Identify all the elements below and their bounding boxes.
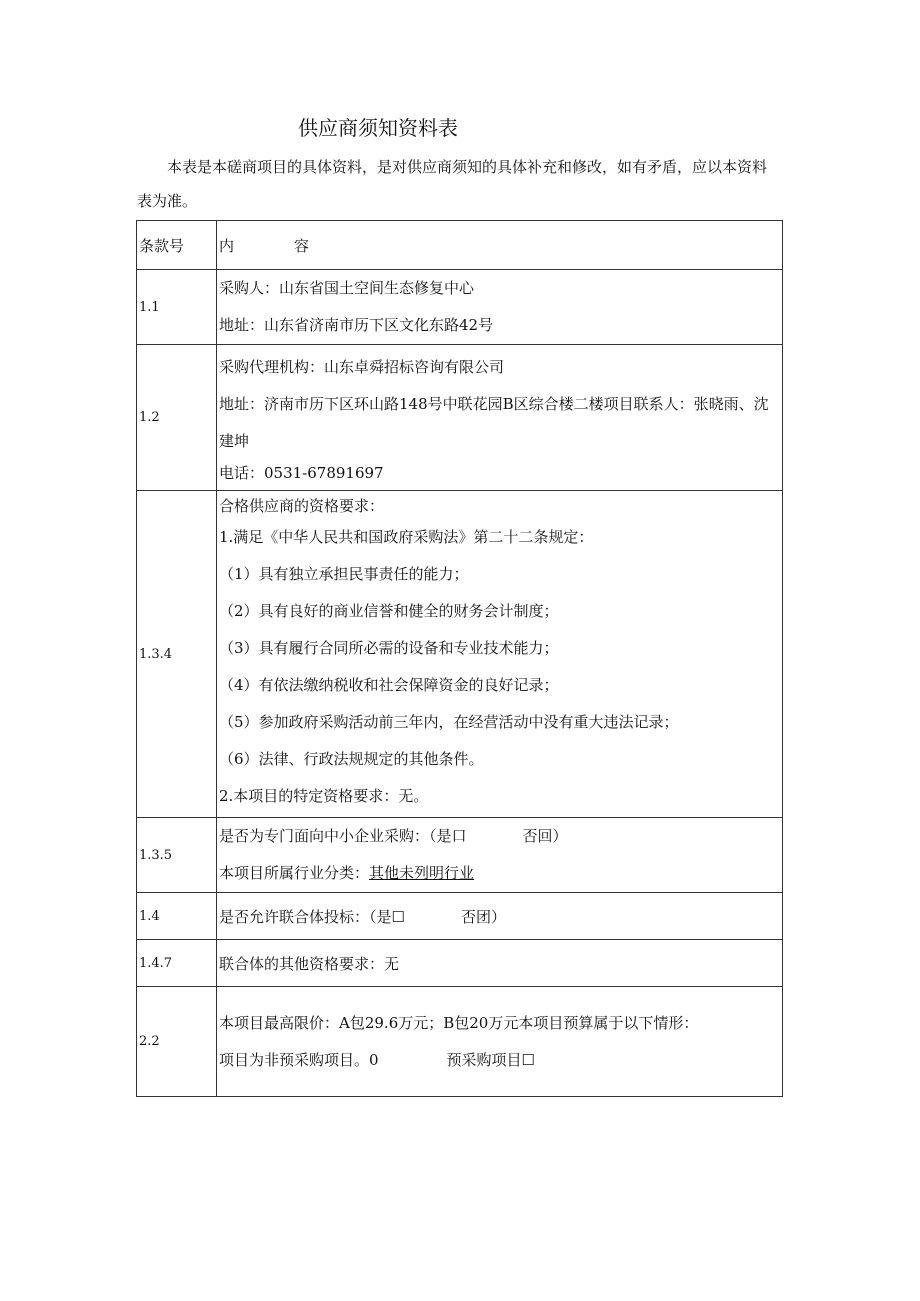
clause-content [217,345,783,491]
sme-prefix: 是否为专门面向中小企业采购：（是口 [219,827,467,845]
qualification-item: （5）参加政府采购活动前三年内，在经营活动中没有重大违法记录； [219,713,679,731]
sme-line [219,818,782,855]
clause-content [217,491,783,818]
header-content-a: 内 [219,236,235,255]
clause-number: 1.1 [137,270,217,345]
page-title: 供应商须知资料表 [298,116,458,140]
qualification-item: （6）法律、行政法规规定的其他条件。 [219,750,484,768]
qualification-item: （4）有依法缴纳税收和社会保障资金的良好记录； [219,676,559,694]
header-content [217,221,783,270]
purchaser-line: 采购人：山东省国土空间生态修复中心 [219,279,475,297]
consortium-prefix: 是否允许联合体投标：（是☐ [219,907,405,926]
clause-number: 1.3.4 [137,491,217,818]
clause-content [217,893,783,940]
clause-number: 1.4 [137,893,217,940]
clause-number: 1.2 [137,345,217,491]
max-price-line: 本项目最高限价：A包29.6万元；B包20万元本项目预算属于以下情形： [219,1013,699,1032]
clause-content [217,987,783,1097]
clause-number: 1.4.7 [137,940,217,987]
industry-label: 本项目所属行业分类： [219,864,370,882]
intro-paragraph: 本表是本磋商项目的具体资料，是对供应商须知的具体补充和修改，如有矛盾，应以本资料表为准。 [137,158,768,210]
sme-suffix: 否回） [522,827,568,845]
clause-number: 1.3.5 [137,818,217,893]
header-clause-number: 条款号 [137,221,217,270]
supplier-info-table [136,220,783,1097]
table-row [137,940,783,987]
agency-address-line: 地址：济南市历下区环山路148号中联花园B区综合楼二楼项目联系人：张晓雨、沈建坤 [219,395,769,450]
table-row [137,270,783,345]
clause-content [217,818,783,893]
qualification-item: （2）具有良好的商业信誉和健全的财务会计制度； [219,602,559,620]
industry-value: 其他未列明行业 [369,864,475,882]
table-row [137,491,783,818]
agency-phone-line: 电话：0531-67891697 [219,464,384,482]
clause-content [217,270,783,345]
agency-line: 采购代理机构：山东卓舜招标咨询有限公司 [219,358,505,376]
consortium-suffix: 否团） [460,907,506,926]
industry-line [219,855,782,892]
qualification-item: （1）具有独立承担民事责任的能力； [219,565,469,583]
non-pre-procurement: 项目为非预采购项目。0 [219,1050,379,1069]
table-row [137,345,783,491]
table-header-row [137,221,783,270]
table-row [137,987,783,1097]
table-row [137,893,783,940]
consortium-other-requirements: 联合体的其他资格要求：无 [217,940,783,987]
clause-number: 2.2 [137,987,217,1097]
table-row [137,818,783,893]
purchaser-address-line: 地址：山东省济南市历下区文化东路42号 [219,316,494,334]
pre-procurement: 预采购项目☐ [446,1050,535,1069]
special-qualification-line: 2.本项目的特定资格要求：无。 [219,787,429,805]
qualification-heading: 合格供应商的资格要求： [219,497,385,515]
qualification-law-line: 1.满足《中华人民共和国政府采购法》第二十二条规定： [219,528,594,546]
qualification-item: （3）具有履行合同所必需的设备和专业技术能力； [219,639,559,657]
pre-procurement-line [219,1042,782,1079]
header-content-b: 容 [294,236,310,255]
